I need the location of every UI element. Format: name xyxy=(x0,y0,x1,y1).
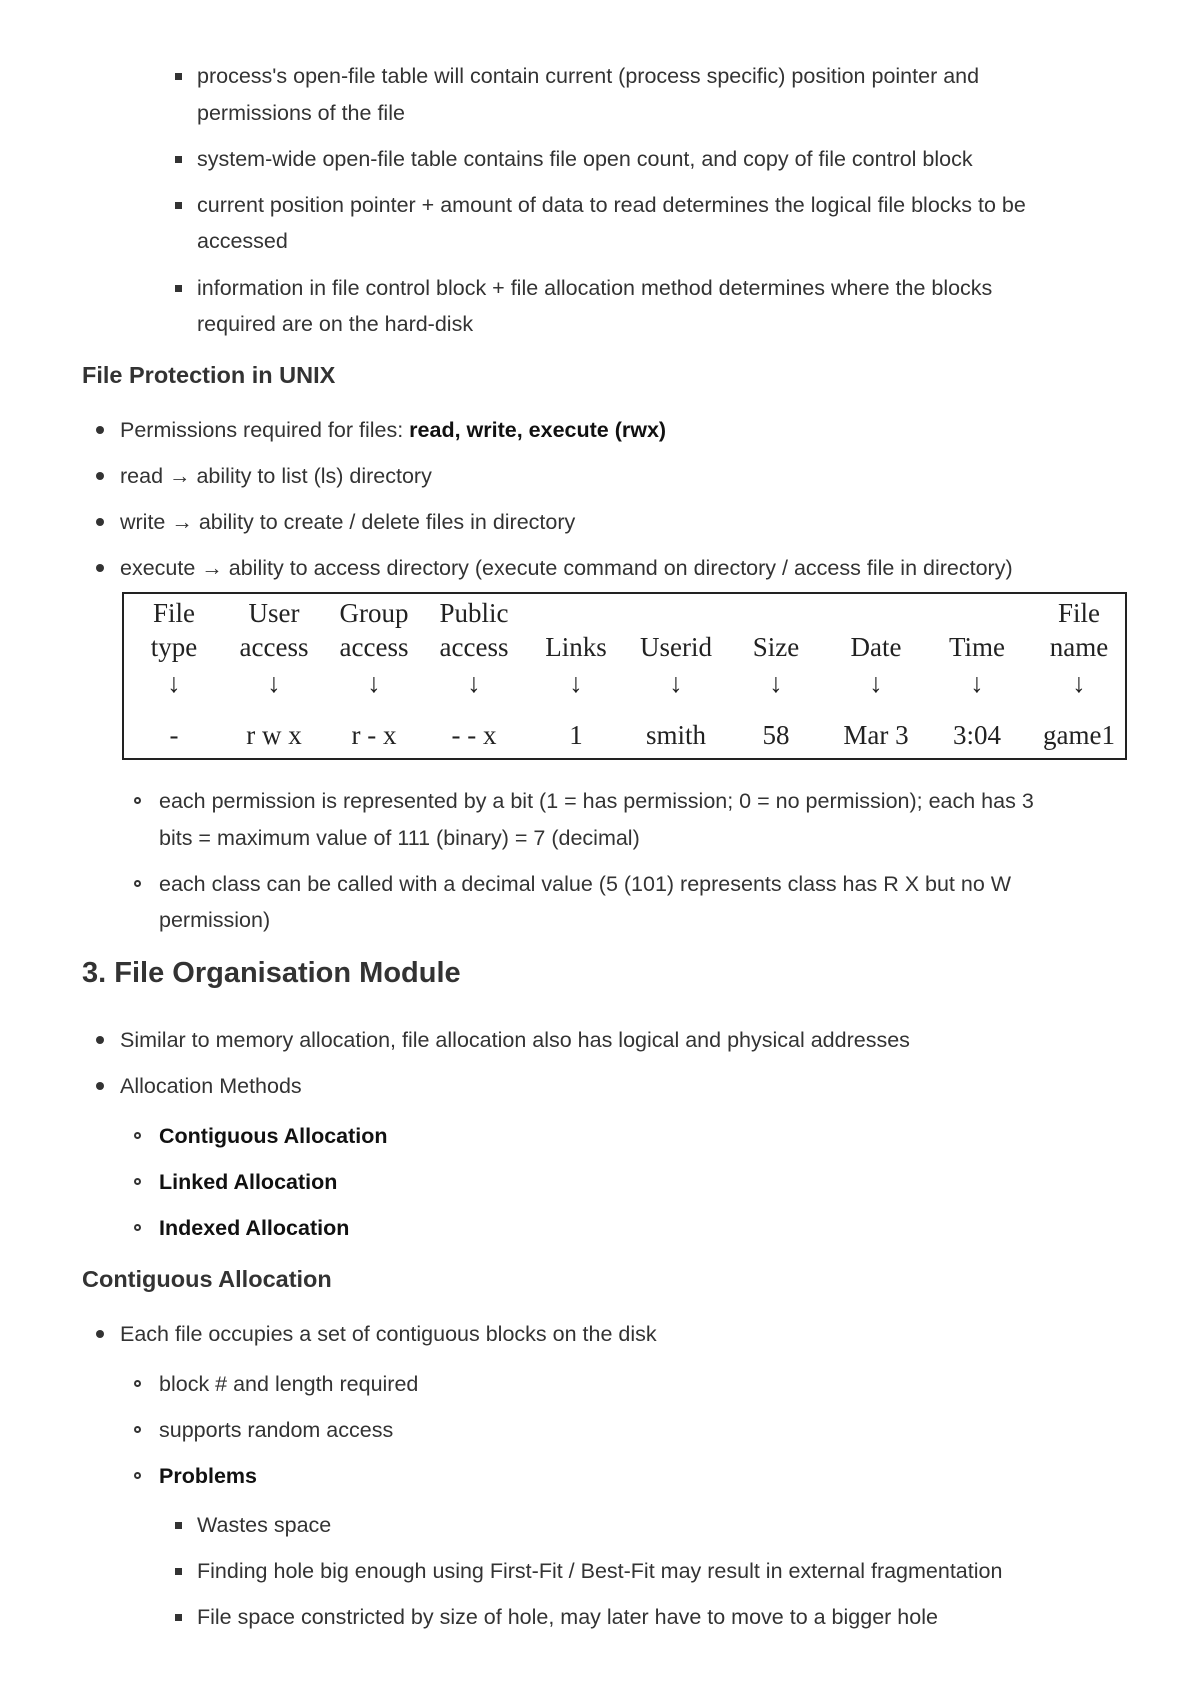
permission-column xyxy=(626,594,726,758)
down-arrow-icon: ↓ xyxy=(167,668,181,698)
permission-column xyxy=(826,594,926,758)
column-header-line2: Userid xyxy=(640,632,712,662)
column-value: r w x xyxy=(246,720,302,750)
list-item-continuation: required are on the hard-disk xyxy=(197,312,474,336)
random-access-item: supports random access xyxy=(159,1418,394,1442)
column-header-line2: name xyxy=(1049,632,1109,662)
circle-bullet-icon xyxy=(134,1426,141,1433)
bit-note-continuation: bits = maximum value of 111 (binary) = 7 (decimal) xyxy=(159,826,640,850)
square-bullet-icon xyxy=(175,1522,182,1529)
circle-bullet-icon xyxy=(134,797,141,804)
list-item: process's open-file table will contain current (process specific) position pointer and xyxy=(197,64,980,88)
list-item: information in file control block + file allocation method determines where the blocks xyxy=(197,276,993,300)
class-note: each class can be called with a decimal value (5 (101) represents class has R X but no W xyxy=(159,872,1012,896)
circle-bullet-icon xyxy=(134,1472,141,1479)
column-header-line2: access xyxy=(439,632,509,662)
write-item: write → ability to create / delete files in directory xyxy=(120,510,576,534)
down-arrow-icon: ↓ xyxy=(869,668,883,698)
circle-bullet-icon xyxy=(134,1224,141,1231)
column-value: Mar 3 xyxy=(843,720,909,750)
column-value: 58 xyxy=(762,720,790,750)
permission-column xyxy=(1029,594,1129,758)
read-item: read → ability to list (ls) directory xyxy=(120,464,432,488)
list-item: system-wide open-file table contains file open count, and copy of file control block xyxy=(197,147,973,171)
bit-note: each permission is represented by a bit (1 = has permission; 0 = no permission); each has 3 xyxy=(159,789,1034,813)
down-arrow-icon: ↓ xyxy=(1072,668,1086,698)
method-linked: Linked Allocation xyxy=(159,1170,338,1194)
method-contiguous: Contiguous Allocation xyxy=(159,1124,388,1148)
column-header-line1: User xyxy=(248,598,300,628)
column-header-line2: access xyxy=(239,632,309,662)
class-note-continuation: permission) xyxy=(159,908,271,932)
column-value: 1 xyxy=(569,720,583,750)
problem-item: Wastes space xyxy=(197,1513,332,1537)
column-value: smith xyxy=(645,720,706,750)
permissions-bold: read, write, execute (rwx) xyxy=(409,418,667,442)
column-value: - - x xyxy=(451,720,497,750)
permission-column xyxy=(927,594,1027,758)
column-header-line2: Date xyxy=(850,632,902,662)
permission-column xyxy=(726,594,826,758)
down-arrow-icon: ↓ xyxy=(669,668,683,698)
square-bullet-icon xyxy=(175,156,182,163)
permissions-prefix: Permissions required for files: xyxy=(120,418,410,442)
permission-column xyxy=(526,594,626,758)
down-arrow-icon: ↓ xyxy=(970,668,984,698)
down-arrow-icon: ↓ xyxy=(569,668,583,698)
square-bullet-icon xyxy=(175,285,182,292)
permissions-item xyxy=(120,412,666,448)
permission-column xyxy=(124,594,224,758)
column-value: r - x xyxy=(351,720,397,750)
problem-item: Finding hole big enough using First-Fit / Best-Fit may result in external fragmentation xyxy=(197,1559,1003,1583)
column-header-line2: access xyxy=(339,632,409,662)
circle-bullet-icon xyxy=(134,1380,141,1387)
permission-column xyxy=(424,594,524,758)
circle-bullet-icon xyxy=(134,1178,141,1185)
list-item: current position pointer + amount of data to read determines the logical file blocks to be xyxy=(197,193,1026,217)
column-value: game1 xyxy=(1043,720,1115,750)
column-header-line2: Time xyxy=(948,632,1006,662)
problems-item: Problems xyxy=(159,1464,257,1488)
unix-permission-figure xyxy=(122,592,1127,760)
list-item-continuation: accessed xyxy=(197,229,288,253)
permission-column xyxy=(324,594,424,758)
list-item-continuation: permissions of the file xyxy=(197,101,405,125)
square-bullet-icon xyxy=(175,1568,182,1575)
down-arrow-icon: ↓ xyxy=(769,668,783,698)
column-header-line1: File xyxy=(152,598,195,628)
column-header-line2: Size xyxy=(752,632,800,662)
down-arrow-icon: ↓ xyxy=(267,668,281,698)
disc-bullet-icon xyxy=(96,1330,104,1338)
section-heading-contiguous: Contiguous Allocation xyxy=(82,1266,332,1292)
column-header-line1: Public xyxy=(439,598,509,628)
block-item: block # and length required xyxy=(159,1372,419,1396)
disc-bullet-icon xyxy=(96,426,104,434)
circle-bullet-icon xyxy=(134,1132,141,1139)
down-arrow-icon: ↓ xyxy=(367,668,381,698)
square-bullet-icon xyxy=(175,202,182,209)
execute-item: execute → ability to access directory (execute command on directory / access file in directory) xyxy=(120,556,1013,580)
permission-column xyxy=(224,594,324,758)
square-bullet-icon xyxy=(175,1614,182,1621)
column-value: 3:04 xyxy=(952,720,1001,750)
disc-bullet-icon xyxy=(96,1082,104,1090)
section-heading-file-organisation: 3. File Organisation Module xyxy=(82,957,461,989)
disc-bullet-icon xyxy=(96,564,104,572)
down-arrow-icon: ↓ xyxy=(467,668,481,698)
square-bullet-icon xyxy=(175,73,182,80)
column-value: - xyxy=(169,720,179,750)
problem-item: File space constricted by size of hole, may later have to move to a bigger hole xyxy=(197,1605,938,1629)
method-indexed: Indexed Allocation xyxy=(159,1216,350,1240)
circle-bullet-icon xyxy=(134,880,141,887)
disc-bullet-icon xyxy=(96,1036,104,1044)
each-file-item: Each file occupies a set of contiguous blocks on the disk xyxy=(120,1322,657,1346)
column-header-line2: Links xyxy=(545,632,607,662)
column-header-line1: Group xyxy=(339,598,409,628)
column-header-line1: File xyxy=(1057,598,1100,628)
similar-item: Similar to memory allocation, file allocation also has logical and physical addresses xyxy=(120,1028,910,1052)
allocation-methods-item: Allocation Methods xyxy=(120,1074,302,1098)
section-heading-file-protection: File Protection in UNIX xyxy=(82,362,336,388)
disc-bullet-icon xyxy=(96,518,104,526)
column-header-line2: type xyxy=(150,632,198,662)
disc-bullet-icon xyxy=(96,472,104,480)
